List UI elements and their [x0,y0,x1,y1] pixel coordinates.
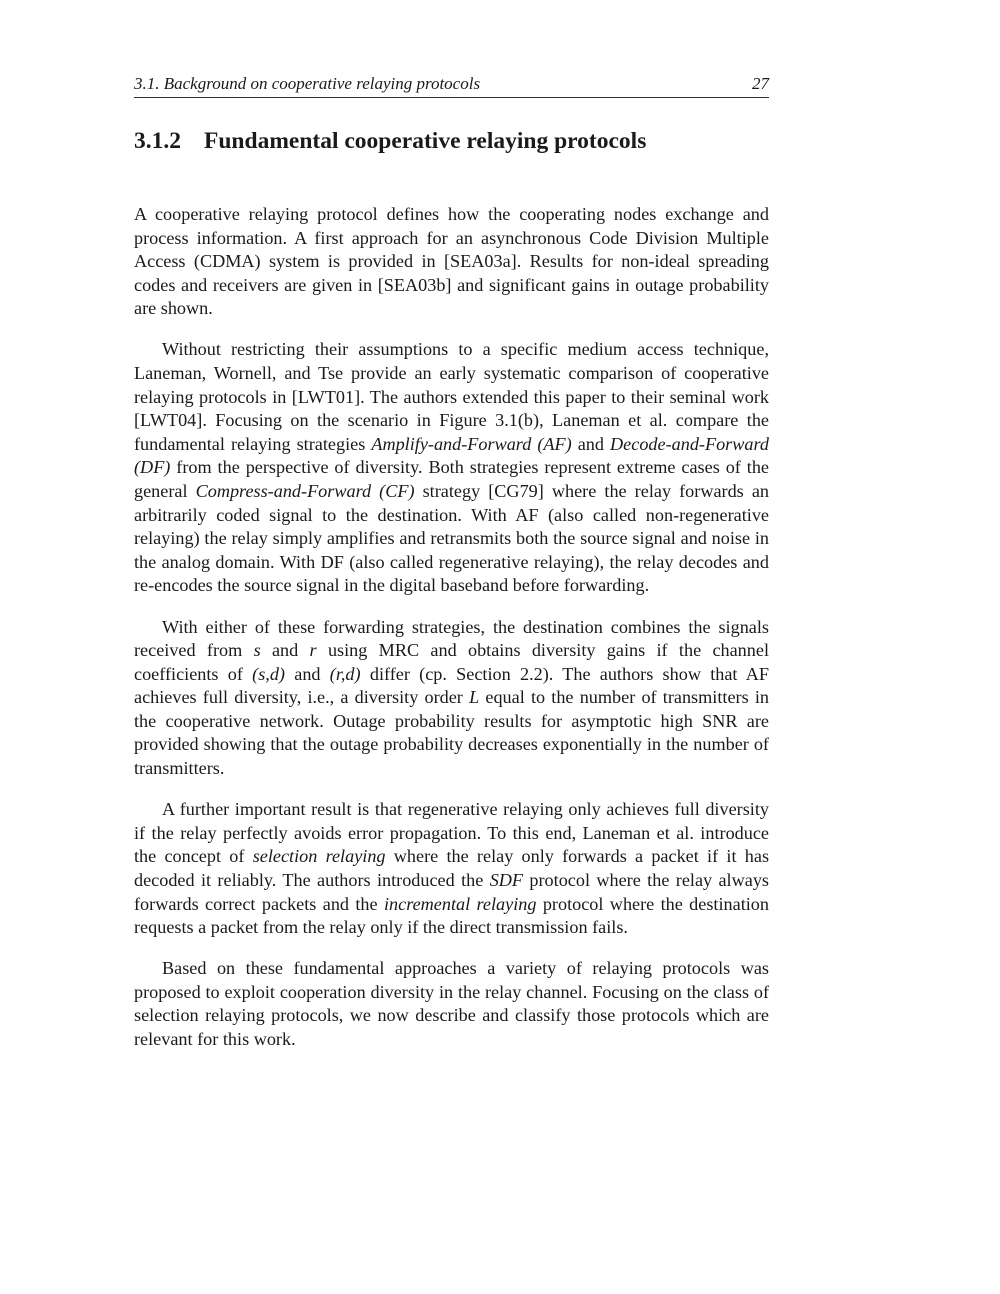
section-title [134,126,769,156]
term-amplify-and-forward: Amplify-and-Forward (AF) [371,433,572,454]
term-incremental-relaying: incremental relaying [383,893,537,914]
paragraph-5-text: Based on these fundamental approaches a variety of relaying protocols was proposed to exploit cooperation diversity in the relay channel. Focusing on the class of selection relaying protocols, we now describe and classify those protocols which are relevant for this work. [134,958,769,1049]
running-header [134,73,769,98]
math-r: r [309,640,317,661]
math-L: L [469,687,480,708]
paragraph-3 [134,616,769,781]
term-sdf: SDF [489,869,524,890]
math-sd: (s,d) [252,663,285,684]
paragraph-2 [134,338,769,598]
paragraph-4-text: where the relay only forwards a packet if it has decoded it reliably. The authors introduced the [134,846,770,890]
paragraph-3-text: using MRC and obtains diversity gains if the channel coefficients of [134,640,769,684]
paragraph-2-text: strategy [CG79] where the relay forwards an arbitrarily coded signal to the destination. With AF (also called non-regenerative relaying) the relay simply amplifies and retransmits both the source signal and noise in the analog domain. With DF (also called regenerative relaying), the relay decodes and re-encodes the source signal in the digital baseband before forwarding. [134,481,769,596]
paragraph-4-text: protocol where the relay always forwards correct packets and the [134,869,769,914]
term-decode-and-forward: Decode-and-Forward (DF) [134,433,769,478]
term-selection-relaying: selection relaying [252,846,386,867]
paragraph-2-text: from the perspective of diversity. Both strategies represent extreme cases of the general [134,457,769,502]
paragraph-3-text: differ (cp. Section 2.2). The authors show that AF achieves full diversity, i.e., a diversity order [134,663,769,708]
paragraph-3-text: equal to the number of transmitters in the cooperative network. Outage probability results for asymptotic high SNR are provided showing that the outage probability decreases exponentially in the number of transmitters. [134,687,769,779]
paragraph-4-text: protocol where the destination requests a packet from the relay only if the direct transmission fails. [134,893,769,938]
paragraph-3-text: With either of these forwarding strategies, the destination combines the signals received from [134,616,769,661]
math-s: s [253,640,261,661]
paragraph-4-text: A further important result is that regenerative relaying only achieves full diversity if the relay perfectly avoids error propagation. To this end, Laneman et al. introduce the concept of [134,799,769,867]
paragraph-5 [134,957,769,1051]
paragraph-4 [134,798,769,940]
paragraph-1-text: A cooperative relaying protocol defines how the cooperating nodes exchange and process information. A first approach for an asynchronous Code Division Multiple Access (CDMA) system is provided in [SEA03a]. Results for non-ideal spreading codes and receivers are given in [SEA03b] and significant gains in outage probability are shown. [134,204,769,319]
paragraph-2-text: Without restricting their assumptions to a specific medium access technique, Laneman, Wornell, and Tse provide an early systematic comparison of cooperative relaying protocols in [LWT01]. The authors extended this paper to their seminal work [LWT04]. Focusing on the scenario in Figure 3.1(b), Laneman et al. compare the fundamental relaying strategies [134,339,769,454]
paragraph-3-text: and [285,663,330,684]
running-header-section: 3.1. Background on cooperative relaying protocols [134,74,481,93]
section-title-text: Fundamental cooperative relaying protocols [204,128,647,154]
paragraph-2-text: and [571,433,611,454]
paragraph-1 [134,203,769,321]
paragraph-3-text: and [260,640,310,661]
page-number: 27 [752,74,769,93]
section-number: 3.1.2 [134,128,181,154]
body-text [134,203,769,1052]
term-compress-and-forward: Compress-and-Forward (CF) [195,481,415,502]
math-rd: (r,d) [329,663,361,684]
